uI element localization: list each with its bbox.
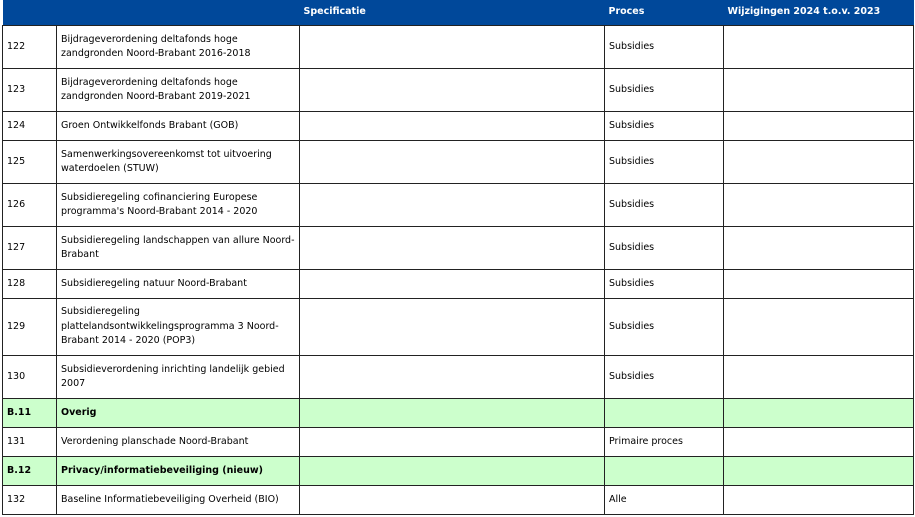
row-name: Bijdrageverordening deltafonds hoge zandgronden Noord-Brabant 2019-2021 xyxy=(57,69,300,112)
row-specificatie xyxy=(300,227,605,270)
row-specificatie xyxy=(300,356,605,399)
row-name: Baseline Informatiebeveiliging Overheid (BIO) xyxy=(57,486,300,515)
header-wijzigingen: Wijzigingen 2024 t.o.v. 2023 xyxy=(724,0,914,26)
row-proces: Alle xyxy=(605,486,724,515)
table-row xyxy=(3,184,914,227)
row-number: 132 xyxy=(3,486,57,515)
row-wijzigingen xyxy=(724,270,914,299)
row-specificatie xyxy=(300,184,605,227)
row-proces: Subsidies xyxy=(605,227,724,270)
row-specificatie xyxy=(300,299,605,356)
row-wijzigingen xyxy=(724,299,914,356)
row-proces: Subsidies xyxy=(605,26,724,69)
table-row xyxy=(3,299,914,356)
section-title: Overig xyxy=(57,399,300,428)
row-proces: Primaire proces xyxy=(605,428,724,457)
row-proces xyxy=(605,457,724,486)
row-number: 124 xyxy=(3,112,57,141)
table-row xyxy=(3,428,914,457)
row-specificatie xyxy=(300,69,605,112)
row-name: Subsidieregeling cofinanciering Europese programma's Noord-Brabant 2014 - 2020 xyxy=(57,184,300,227)
header-proces: Proces xyxy=(605,0,724,26)
section-row xyxy=(3,399,914,428)
row-specificatie xyxy=(300,141,605,184)
row-name: Subsidieverordening inrichting landelijk gebied 2007 xyxy=(57,356,300,399)
row-proces: Subsidies xyxy=(605,299,724,356)
row-name: Verordening planschade Noord-Brabant xyxy=(57,428,300,457)
table-row xyxy=(3,141,914,184)
row-specificatie xyxy=(300,486,605,515)
row-wijzigingen xyxy=(724,141,914,184)
table-row xyxy=(3,69,914,112)
row-proces: Subsidies xyxy=(605,141,724,184)
row-wijzigingen xyxy=(724,69,914,112)
header-name xyxy=(57,0,300,26)
row-number: 129 xyxy=(3,299,57,356)
row-name: Subsidieregeling landschappen van allure Noord-Brabant xyxy=(57,227,300,270)
table-row xyxy=(3,26,914,69)
row-proces xyxy=(605,399,724,428)
section-title: Privacy/informatiebeveiliging (nieuw) xyxy=(57,457,300,486)
table-row xyxy=(3,227,914,270)
row-wijzigingen xyxy=(724,112,914,141)
row-number: 125 xyxy=(3,141,57,184)
row-number: 130 xyxy=(3,356,57,399)
table-row xyxy=(3,112,914,141)
row-number: 126 xyxy=(3,184,57,227)
table-row xyxy=(3,356,914,399)
row-number: 127 xyxy=(3,227,57,270)
row-specificatie xyxy=(300,26,605,69)
row-number: 122 xyxy=(3,26,57,69)
table-row xyxy=(3,270,914,299)
row-name: Subsidieregeling natuur Noord-Brabant xyxy=(57,270,300,299)
row-wijzigingen xyxy=(724,486,914,515)
row-number: 123 xyxy=(3,69,57,112)
row-number: 131 xyxy=(3,428,57,457)
row-wijzigingen xyxy=(724,457,914,486)
section-row xyxy=(3,457,914,486)
row-proces: Subsidies xyxy=(605,184,724,227)
section-number: B.12 xyxy=(3,457,57,486)
row-specificatie xyxy=(300,270,605,299)
header-specificatie: Specificatie xyxy=(300,0,605,26)
row-wijzigingen xyxy=(724,26,914,69)
row-proces: Subsidies xyxy=(605,270,724,299)
row-wijzigingen xyxy=(724,184,914,227)
row-wijzigingen xyxy=(724,227,914,270)
row-proces: Subsidies xyxy=(605,69,724,112)
section-number: B.11 xyxy=(3,399,57,428)
row-specificatie xyxy=(300,399,605,428)
table-row xyxy=(3,486,914,515)
row-specificatie xyxy=(300,457,605,486)
table-header-row xyxy=(3,0,914,26)
row-specificatie xyxy=(300,428,605,457)
row-name: Samenwerkingsovereenkomst tot uitvoering waterdoelen (STUW) xyxy=(57,141,300,184)
row-wijzigingen xyxy=(724,428,914,457)
row-wijzigingen xyxy=(724,356,914,399)
row-name: Bijdrageverordening deltafonds hoge zandgronden Noord-Brabant 2016-2018 xyxy=(57,26,300,69)
row-number: 128 xyxy=(3,270,57,299)
row-name: Groen Ontwikkelfonds Brabant (GOB) xyxy=(57,112,300,141)
regulations-table xyxy=(2,0,914,515)
row-proces: Subsidies xyxy=(605,356,724,399)
header-number xyxy=(3,0,57,26)
row-name: Subsidieregeling plattelandsontwikkelingsprogramma 3 Noord-Brabant 2014 - 2020 (POP3) xyxy=(57,299,300,356)
row-proces: Subsidies xyxy=(605,112,724,141)
row-specificatie xyxy=(300,112,605,141)
row-wijzigingen xyxy=(724,399,914,428)
